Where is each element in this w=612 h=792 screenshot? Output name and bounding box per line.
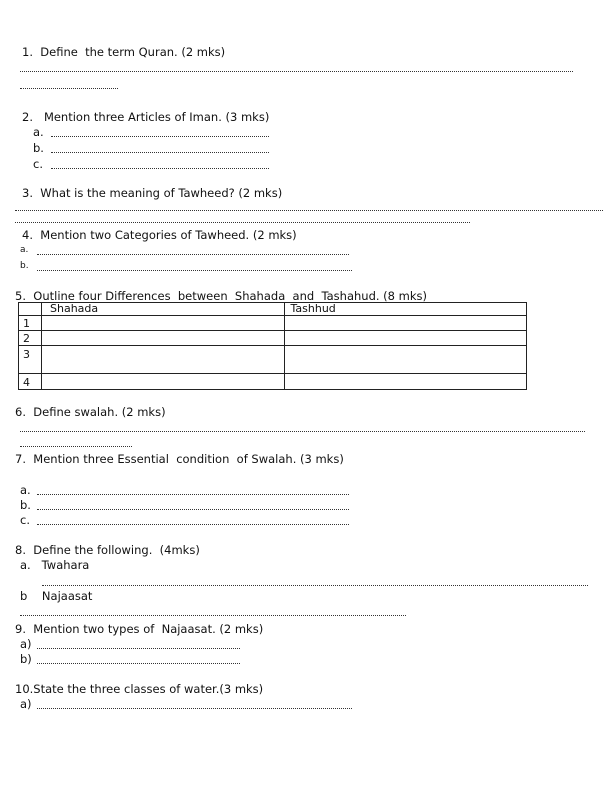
answer-line[interactable] — [20, 71, 573, 72]
row-number: 4 — [19, 374, 42, 390]
table-row — [19, 316, 527, 331]
answer-line[interactable] — [20, 446, 132, 447]
question-5: 5. Outline four Differences between Shahada and Tashahud. (8 mks) — [15, 289, 427, 303]
question-3: 3. What is the meaning of Tawheed? (2 mks) — [22, 186, 283, 200]
sub-question-b: b Najaasat — [20, 589, 93, 603]
answer-cell[interactable] — [284, 316, 527, 331]
answer-line[interactable] — [20, 615, 406, 616]
answer-cell[interactable] — [284, 346, 527, 374]
answer-line[interactable] — [37, 270, 352, 271]
item-label: b. — [20, 261, 29, 271]
answer-line[interactable] — [15, 222, 470, 223]
sub-question-a: a. Twahara — [20, 558, 90, 572]
item-label: a. — [20, 245, 29, 255]
answer-line[interactable] — [20, 431, 585, 432]
question-7: 7. Mention three Essential condition of Swalah. (3 mks) — [15, 452, 344, 466]
answer-line[interactable] — [37, 524, 349, 525]
answer-line[interactable] — [20, 88, 118, 89]
item-label: a. — [33, 125, 44, 139]
answer-line[interactable] — [37, 708, 352, 709]
item-label: b) — [20, 652, 32, 666]
row-number: 2 — [19, 331, 42, 346]
table-row — [19, 346, 527, 374]
answer-line[interactable] — [51, 152, 269, 153]
answer-line[interactable] — [37, 663, 240, 664]
item-label: c. — [33, 157, 43, 171]
answer-line[interactable] — [42, 585, 588, 586]
question-6: 6. Define swalah. (2 mks) — [15, 405, 166, 419]
answer-line[interactable] — [15, 210, 603, 211]
answer-cell[interactable] — [42, 316, 285, 331]
answer-cell[interactable] — [42, 374, 285, 390]
table-row — [19, 374, 527, 390]
differences-table — [18, 302, 527, 390]
table-header-tashhud: Tashhud — [284, 303, 527, 316]
answer-cell[interactable] — [284, 374, 527, 390]
question-2: 2. Mention three Articles of Iman. (3 mks) — [22, 110, 270, 124]
question-9: 9. Mention two types of Najaasat. (2 mks) — [15, 622, 264, 636]
answer-cell[interactable] — [42, 346, 285, 374]
answer-line[interactable] — [37, 254, 349, 255]
item-label: a) — [20, 637, 32, 651]
question-8: 8. Define the following. (4mks) — [15, 543, 200, 557]
question-1: 1. Define the term Quran. (2 mks) — [22, 45, 226, 59]
question-4: 4. Mention two Categories of Tawheed. (2 mks) — [22, 228, 297, 242]
answer-line[interactable] — [37, 509, 349, 510]
answer-cell[interactable] — [42, 331, 285, 346]
item-label: c. — [20, 513, 30, 527]
answer-line[interactable] — [51, 136, 269, 137]
answer-cell[interactable] — [284, 331, 527, 346]
table-header-number — [19, 303, 42, 316]
answer-line[interactable] — [37, 494, 349, 495]
table-row — [19, 331, 527, 346]
item-label: a) — [20, 697, 32, 711]
question-10: 10.State the three classes of water.(3 mks) — [15, 682, 264, 696]
table-header-shahada: Shahada — [42, 303, 285, 316]
item-label: a. — [20, 483, 31, 497]
answer-line[interactable] — [37, 648, 240, 649]
item-label: b. — [33, 141, 44, 155]
row-number: 1 — [19, 316, 42, 331]
row-number: 3 — [19, 346, 42, 374]
answer-line[interactable] — [51, 168, 269, 169]
item-label: b. — [20, 498, 31, 512]
